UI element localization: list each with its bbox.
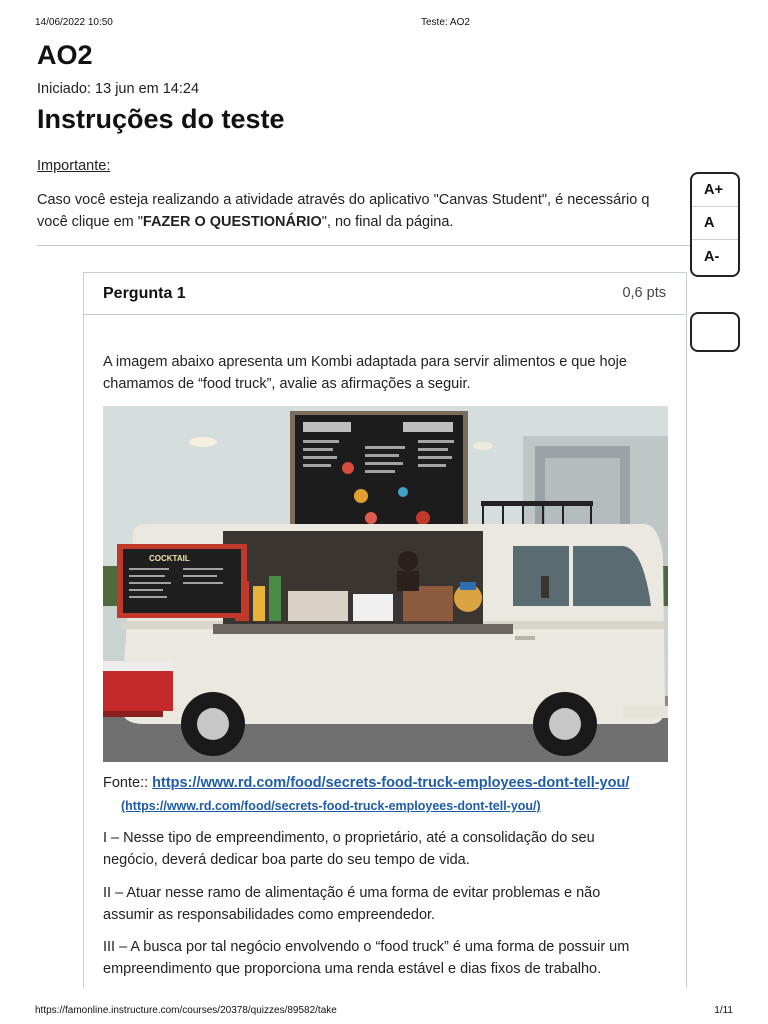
print-url: https://famonline.instructure.com/courses/20378/quizzes/89582/take	[35, 1005, 337, 1016]
instructions-line-2-prefix: você clique em "	[37, 214, 143, 230]
statement-1	[103, 827, 673, 871]
statement-1-line-2: negócio, deverá dedicar boa parte do seu tempo de vida.	[103, 852, 470, 868]
food-truck-photo	[103, 406, 668, 762]
important-label: Importante:	[37, 158, 111, 174]
print-date: 14/06/2022 10:50	[35, 17, 113, 28]
divider	[37, 245, 697, 246]
take-quiz-emphasis: FAZER O QUESTIONÁRIO	[142, 214, 322, 230]
statement-2-line-2: assumir as responsabilidades como empreendedor.	[103, 907, 436, 923]
statement-1-line-1: I – Nesse tipo de empreendimento, o proprietário, até a consolidação do seu	[103, 830, 595, 846]
print-page-number: 1/11	[714, 1005, 733, 1016]
instructions-line-2	[37, 211, 697, 233]
source-link[interactable]: https://www.rd.com/food/secrets-food-truck-employees-dont-tell-you/	[152, 775, 630, 791]
question-intro-line-2: chamamos de “food truck”, avalie as afirmações a seguir.	[103, 376, 471, 392]
question-card	[83, 272, 687, 1024]
font-size-controls	[690, 172, 740, 277]
instructions-line-2-suffix: ", no final da página.	[321, 214, 454, 230]
statement-3	[103, 936, 673, 980]
source-link-full[interactable]: (https://www.rd.com/food/secrets-food-truck-employees-dont-tell-you/)	[121, 799, 541, 813]
image-source	[103, 775, 629, 791]
question-intro-line-1: A imagem abaixo apresenta um Kombi adaptada para servir alimentos e que hoje	[103, 354, 627, 370]
question-title: Pergunta 1	[103, 285, 186, 302]
statement-2-line-1: II – Atuar nesse ramo de alimentação é uma forma de evitar problemas e não	[103, 885, 601, 901]
statement-3-line-2: empreendimento que proporciona uma renda estável e dias fixos de trabalho.	[103, 961, 602, 977]
statement-3-line-1: III – A busca por tal negócio envolvendo o “food truck” é uma forma de possuir um	[103, 939, 630, 955]
source-label: Fonte::	[103, 775, 153, 791]
question-intro	[103, 351, 673, 395]
side-panel-button[interactable]	[690, 312, 740, 352]
started-timestamp: Iniciado: 13 jun em 14:24	[37, 81, 200, 97]
font-decrease-button[interactable]: A-	[704, 248, 720, 265]
question-header	[84, 273, 686, 315]
statement-2	[103, 882, 673, 926]
font-increase-button[interactable]: A+	[692, 174, 738, 207]
font-normal-button[interactable]: A	[692, 207, 738, 240]
print-title: Teste: AO2	[421, 17, 470, 28]
instructions-line-1: Caso você esteja realizando a atividade através do aplicativo "Canvas Student", é necessário q	[37, 192, 650, 208]
question-points: 0,6 pts	[622, 285, 666, 301]
page-title: AO2	[37, 40, 93, 70]
cocktail-sign-text: COCKTAIL	[149, 554, 190, 563]
instructions-heading: Instruções do teste	[37, 104, 285, 134]
instructions-text	[37, 189, 697, 233]
